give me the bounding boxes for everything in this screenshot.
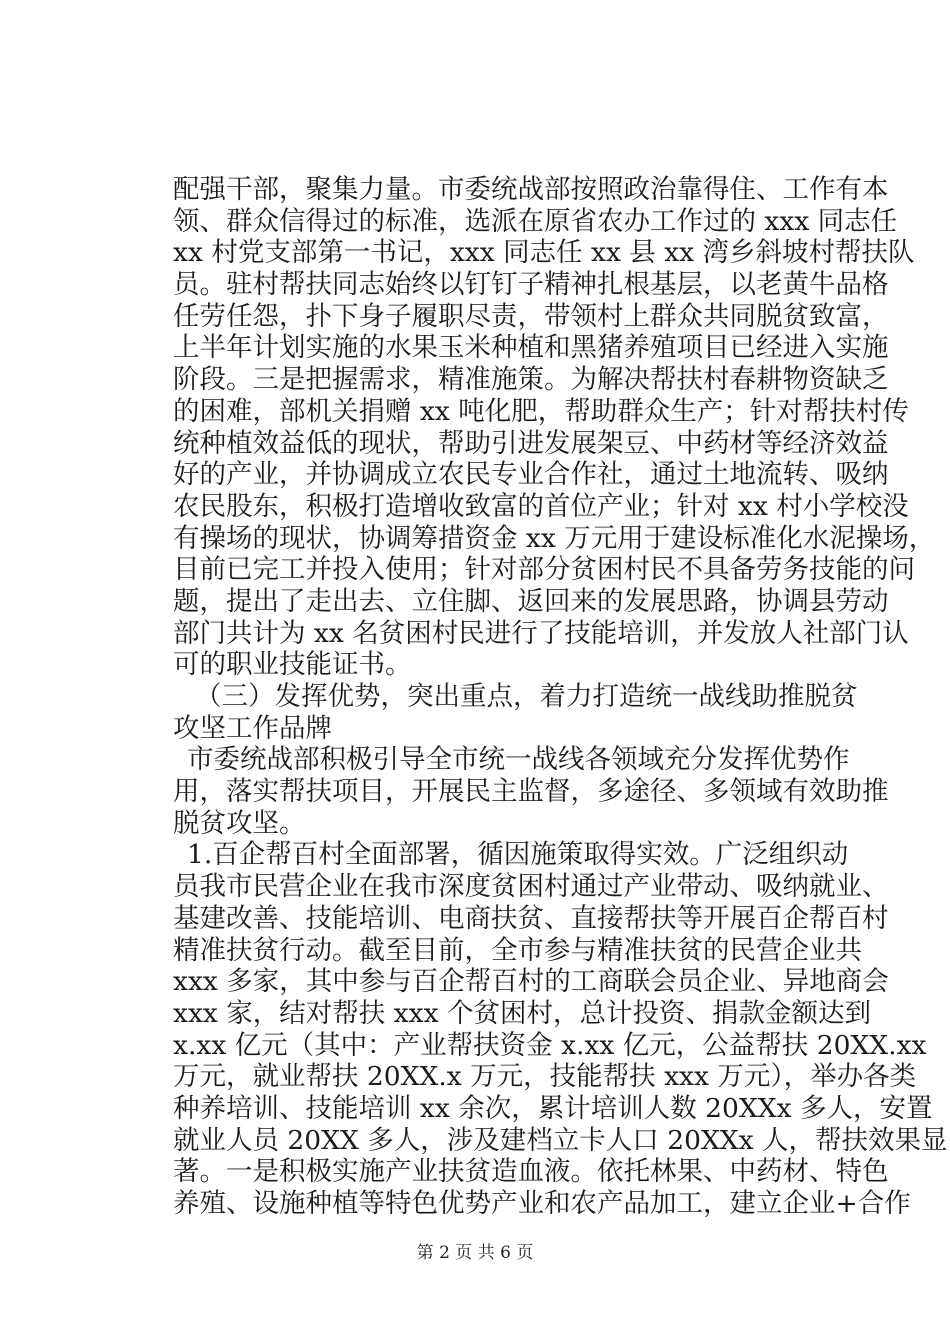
text-line: x.xx 亿元（其中：产业帮扶资金 x.xx 亿元，公益帮扶 20XX.xx bbox=[173, 1029, 927, 1061]
text-line: xx 村党支部第一书记，xxx 同志任 xx 县 xx 湾乡斜坡村帮扶队 bbox=[173, 237, 915, 269]
text-line: 市委统战部积极引导全市统一战线各领域充分发挥优势作 bbox=[187, 744, 850, 776]
text-line: 统种植效益低的现状，帮助引进发展架豆、中药材等经济效益 bbox=[173, 427, 889, 459]
text-line: 农民股东，积极打造增收致富的首位产业；针对 xx 村小学校没 bbox=[173, 490, 909, 522]
text-line: 养殖、设施种植等特色优势产业和农产品加工，建立企业+合作 bbox=[173, 1188, 911, 1219]
section-heading-cont: 攻坚工作品牌 bbox=[173, 712, 332, 744]
page-footer: 第 2 页 共 6 页 bbox=[416, 1243, 534, 1263]
text-line: 部门共计为 xx 名贫困村民进行了技能培训，并发放人社部门认 bbox=[173, 617, 909, 649]
text-line: 上半年计划实施的水果玉米种植和黑猪养殖项目已经进入实施 bbox=[173, 332, 889, 364]
text-line: 可的职业技能证书。 bbox=[173, 649, 412, 681]
text-line: 阶段。三是把握需求，精准施策。为解决帮扶村春耕物资缺乏 bbox=[173, 364, 889, 396]
text-line: 领、群众信得过的标准，选派在原省农办工作过的 xxx 同志任 bbox=[173, 205, 898, 237]
text-line: 目前已完工并投入使用；针对部分贫困村民不具备劳务技能的问 bbox=[173, 554, 915, 586]
text-line: 用，落实帮扶项目，开展民主监督，多途径、多领域有效助推 bbox=[173, 776, 889, 808]
text-line: 好的产业，并协调成立农民专业合作社，通过土地流转、吸纳 bbox=[173, 459, 889, 491]
text-line: 的困难，部机关捐赠 xx 吨化肥，帮助群众生产；针对帮扶村传 bbox=[173, 395, 909, 427]
text-line: 题，提出了走出去、立住脚、返回来的发展思路，协调县劳动 bbox=[173, 585, 889, 617]
text-line: 基建改善、技能培训、电商扶贫、直接帮扶等开展百企帮百村 bbox=[173, 902, 889, 934]
text-line: 脱贫攻坚。 bbox=[173, 807, 306, 839]
text-line: 配强干部，聚集力量。市委统战部按照政治靠得住、工作有本 bbox=[173, 174, 889, 205]
text-line: 万元，就业帮扶 20XX.x 万元，技能帮扶 xxx 万元），举办各类 bbox=[173, 1061, 917, 1093]
text-line: 就业人员 20XX 多人，涉及建档立卡人口 20XXx 人，帮扶效果显 bbox=[173, 1124, 948, 1156]
text-line: 员我市民营企业在我市深度贫困村通过产业带动、吸纳就业、 bbox=[173, 871, 889, 903]
text-line: xxx 多家，其中参与百企帮百村的工商联会员企业、异地商会 bbox=[173, 966, 889, 998]
text-line: 著。一是积极实施产业扶贫造血液。依托林果、中药材、特色 bbox=[173, 1156, 889, 1188]
text-line: 1.百企帮百村全面部署，循因施策取得实效。广泛组织动 bbox=[187, 839, 849, 871]
text-line: 种养培训、技能培训 xx 余次，累计培训人数 20XXx 多人，安置 bbox=[173, 1092, 933, 1124]
text-line: 任劳任怨，扑下身子履职尽责，带领村上群众共同脱贫致富， bbox=[173, 300, 889, 332]
section-heading: （三）发挥优势，突出重点，着力打造统一战线助推脱贫 bbox=[195, 681, 858, 712]
text-line: 有操场的现状，协调筹措资金 xx 万元用于建设标准化水泥操场， bbox=[173, 522, 936, 554]
text-line: xxx 家，结对帮扶 xxx 个贫困村，总计投资、捐款金额达到 bbox=[173, 997, 871, 1029]
text-line: 精准扶贫行动。截至目前，全市参与精准扶贫的民营企业共 bbox=[173, 934, 862, 966]
text-line: 员。驻村帮扶同志始终以钉钉子精神扎根基层，以老黄牛品格 bbox=[173, 269, 889, 301]
